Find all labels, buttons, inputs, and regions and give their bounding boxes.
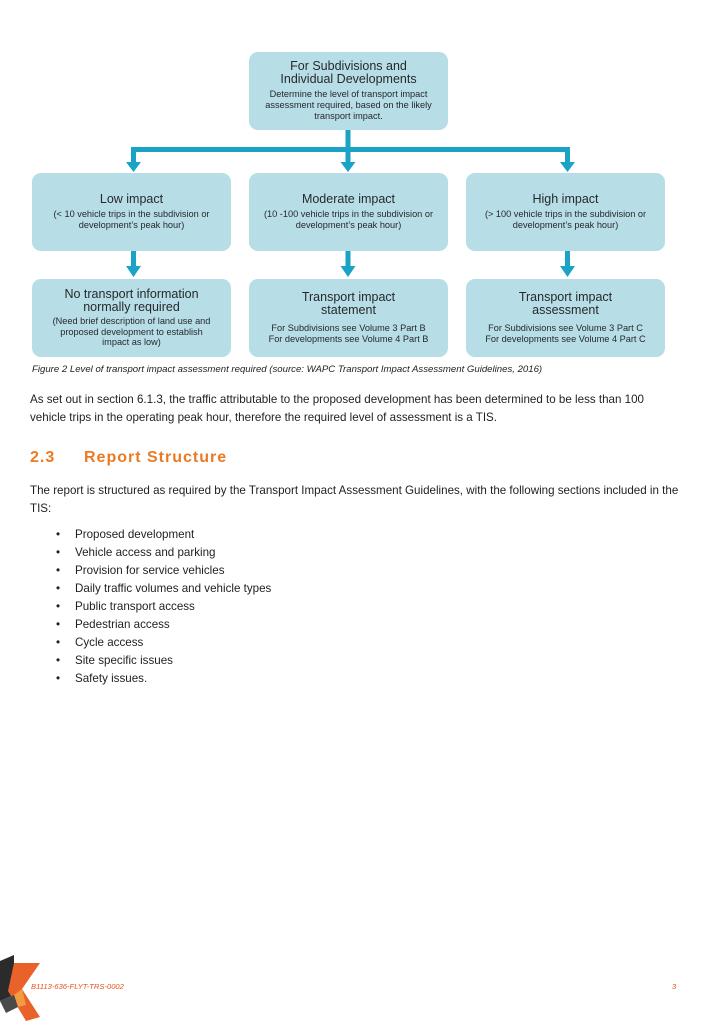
top-box-title: For Subdivisions and Individual Developments [280, 59, 417, 87]
top-box-subtitle: Determine the level of transport impact assessment required, based on the likely transport impact. [265, 89, 432, 121]
outcome-box-moderate [249, 279, 448, 357]
paragraph-assessment-level: As set out in section 6.1.3, the traffic attributable to the proposed development has been determined to be less than 100 vehicle trips in the operating peak hour, therefore the required level of assessment is a TIS. [30, 393, 645, 424]
list-item: • Cycle access [62, 634, 271, 652]
bullet-icon: • [56, 654, 61, 667]
outcome-title: Transport impact statement [301, 290, 396, 318]
bullet-icon: • [56, 618, 61, 631]
document-id: B1113-636-FLYT-TRS-0002 [31, 982, 124, 991]
arrow-down-icon [341, 162, 356, 172]
outcome-connector-low [131, 250, 136, 267]
level-title: Low impact [99, 192, 164, 207]
outcome-subtitle: For Subdivisions see Volume 3 Part C For developments see Volume 4 Part C [485, 323, 646, 344]
outcome-connector-high [565, 250, 570, 267]
level-box-low [32, 173, 231, 251]
outcome-box-low [32, 279, 231, 357]
section-number: 2.3 [30, 449, 56, 466]
arrow-down-icon [126, 266, 141, 277]
level-title: High impact [532, 192, 599, 207]
bullet-icon: • [56, 600, 61, 613]
flowchart-top-box [249, 52, 448, 130]
level-subtitle: (> 100 vehicle trips in the subdivision or development’s peak hour) [484, 209, 647, 230]
level-box-moderate [249, 173, 448, 251]
figure-caption: Figure 2 Level of transport impact assessment required (source: WAPC Transport Impact Assessment Guidelines, 2016) [32, 364, 543, 375]
paragraph-report-structure: The report is structured as required by the Transport Impact Assessment Guidelines, with the following sections included in the TIS: [30, 484, 679, 515]
bullet-icon: • [56, 636, 61, 649]
outcome-subtitle: For Subdivisions see Volume 3 Part B For developments see Volume 4 Part B [268, 323, 429, 344]
outcome-title: Transport impact assessment [518, 290, 613, 318]
arrow-down-icon [126, 162, 141, 172]
arrow-down-icon [341, 266, 356, 277]
arrow-down-icon [560, 162, 575, 172]
list-item: • Vehicle access and parking [62, 544, 271, 562]
outcome-title: No transport information normally required [64, 286, 199, 314]
bullet-icon: • [56, 564, 61, 577]
bullet-icon: • [56, 528, 61, 541]
drop-connector-low [131, 147, 136, 163]
outcome-subtitle: (Need brief description of land use and proposed development to establish impact as low) [52, 315, 211, 348]
level-subtitle: (< 10 vehicle trips in the subdivision or development’s peak hour) [53, 209, 210, 230]
arrow-down-icon [560, 266, 575, 277]
report-sections-list [56, 526, 272, 688]
list-item: • Proposed development [62, 526, 271, 544]
bullet-icon: • [56, 546, 61, 559]
list-item: • Pedestrian access [62, 616, 271, 634]
trunk-connector [346, 128, 351, 150]
drop-connector-high [565, 147, 570, 163]
bullet-icon: • [56, 582, 61, 595]
page-number: 3 [672, 982, 677, 991]
level-box-high [466, 173, 665, 251]
list-item: • Daily traffic volumes and vehicle types [62, 580, 271, 598]
section-heading [30, 449, 227, 467]
list-item: • Site specific issues [62, 652, 271, 670]
list-item: • Public transport access [62, 598, 271, 616]
level-title: Moderate impact [301, 192, 396, 207]
bullet-icon: • [56, 672, 61, 685]
level-subtitle: (10 -100 vehicle trips in the subdivision or development’s peak hour) [263, 209, 434, 230]
outcome-box-high [466, 279, 665, 357]
section-title: Report Structure [84, 449, 228, 466]
list-item: • Provision for service vehicles [62, 562, 271, 580]
list-item: • Safety issues. [62, 670, 271, 688]
drop-connector-moderate [346, 147, 351, 163]
outcome-connector-moderate [346, 250, 351, 267]
assessment-level-flowchart [0, 0, 705, 365]
